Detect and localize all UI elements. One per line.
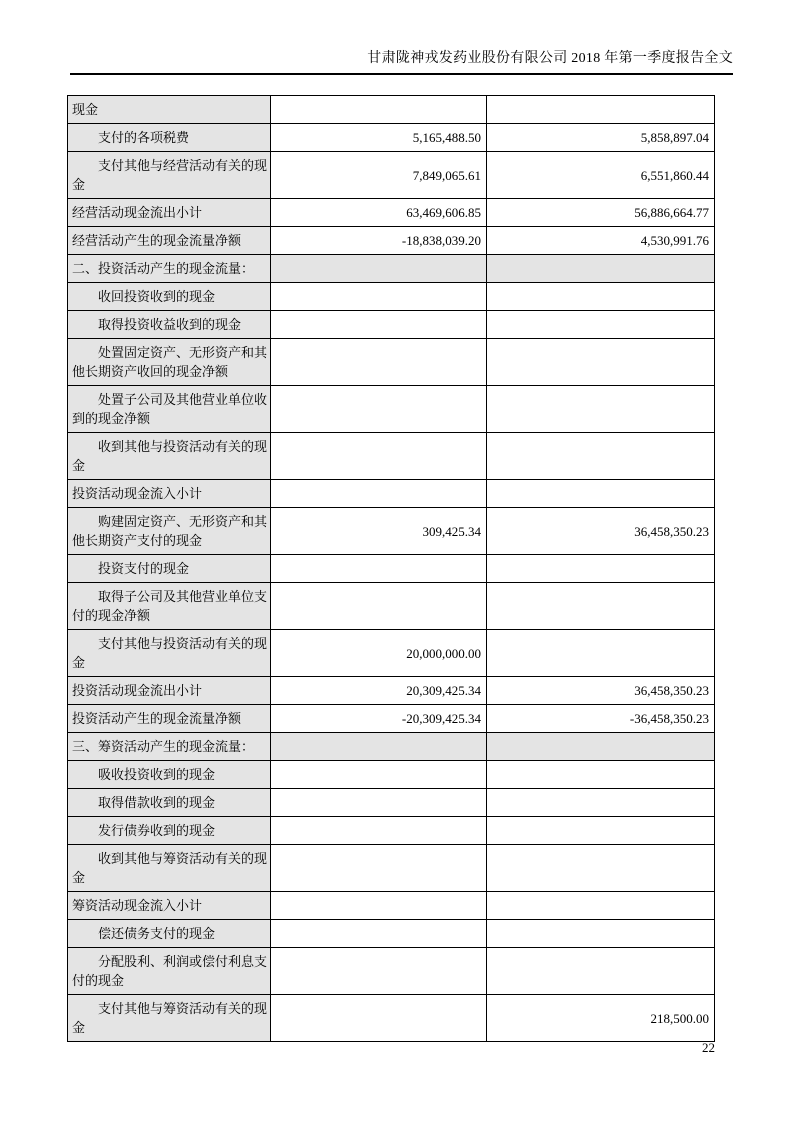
table-row <box>68 845 715 892</box>
row-label: 经营活动现金流出小计 <box>68 199 271 227</box>
row-label: 三、筹资活动产生的现金流量： <box>68 733 271 761</box>
table-row <box>68 386 715 433</box>
table-row <box>68 124 715 152</box>
table-row <box>68 555 715 583</box>
table-row <box>68 339 715 386</box>
current-period-value <box>271 995 487 1042</box>
current-period-value <box>271 433 487 480</box>
table-row <box>68 948 715 995</box>
current-period-value <box>271 845 487 892</box>
row-label: 收到其他与筹资活动有关的现金 <box>68 845 271 892</box>
table-row <box>68 152 715 199</box>
prior-period-value: 56,886,664.77 <box>487 199 715 227</box>
table-row <box>68 892 715 920</box>
prior-period-value <box>487 555 715 583</box>
table-row <box>68 199 715 227</box>
section-header-row <box>68 255 715 283</box>
row-label: 取得投资收益收到的现金 <box>68 311 271 339</box>
row-label: 购建固定资产、无形资产和其他长期资产支付的现金 <box>68 508 271 555</box>
table-row <box>68 508 715 555</box>
current-period-value: -18,838,039.20 <box>271 227 487 255</box>
running-header: 甘肃陇神戎发药业股份有限公司 2018 年第一季度报告全文 <box>70 50 733 75</box>
prior-period-value <box>487 845 715 892</box>
row-label: 投资支付的现金 <box>68 555 271 583</box>
table-row <box>68 817 715 845</box>
row-label: 收到其他与投资活动有关的现金 <box>68 433 271 480</box>
prior-period-value: 36,458,350.23 <box>487 677 715 705</box>
prior-period-value: -36,458,350.23 <box>487 705 715 733</box>
current-period-value <box>271 817 487 845</box>
current-period-value: 63,469,606.85 <box>271 199 487 227</box>
current-period-value: 20,000,000.00 <box>271 630 487 677</box>
current-period-value: 5,165,488.50 <box>271 124 487 152</box>
current-period-value <box>271 339 487 386</box>
section-header-row <box>68 733 715 761</box>
prior-period-value <box>487 311 715 339</box>
row-label: 投资活动产生的现金流量净额 <box>68 705 271 733</box>
table-row <box>68 995 715 1042</box>
row-label: 经营活动产生的现金流量净额 <box>68 227 271 255</box>
table-row <box>68 283 715 311</box>
prior-period-value <box>487 339 715 386</box>
prior-period-value <box>487 583 715 630</box>
current-period-value: 7,849,065.61 <box>271 152 487 199</box>
prior-period-value <box>487 630 715 677</box>
row-label: 吸收投资收到的现金 <box>68 761 271 789</box>
prior-period-value: 5,858,897.04 <box>487 124 715 152</box>
table-row <box>68 761 715 789</box>
row-label: 支付其他与经营活动有关的现金 <box>68 152 271 199</box>
prior-period-value <box>487 283 715 311</box>
current-period-value: -20,309,425.34 <box>271 705 487 733</box>
row-label: 现金 <box>68 96 271 124</box>
prior-period-value <box>487 386 715 433</box>
row-label: 投资活动现金流出小计 <box>68 677 271 705</box>
table-row <box>68 705 715 733</box>
current-period-value <box>271 255 487 283</box>
prior-period-value <box>487 948 715 995</box>
current-period-value <box>271 386 487 433</box>
table-row <box>68 583 715 630</box>
row-label: 处置子公司及其他营业单位收到的现金净额 <box>68 386 271 433</box>
row-label: 筹资活动现金流入小计 <box>68 892 271 920</box>
current-period-value <box>271 892 487 920</box>
row-label: 二、投资活动产生的现金流量： <box>68 255 271 283</box>
cash-flow-table <box>67 95 715 1042</box>
prior-period-value <box>487 255 715 283</box>
prior-period-value <box>487 817 715 845</box>
prior-period-value <box>487 920 715 948</box>
table-row <box>68 433 715 480</box>
current-period-value <box>271 96 487 124</box>
prior-period-value: 36,458,350.23 <box>487 508 715 555</box>
current-period-value <box>271 283 487 311</box>
current-period-value <box>271 583 487 630</box>
row-label: 收回投资收到的现金 <box>68 283 271 311</box>
prior-period-value: 4,530,991.76 <box>487 227 715 255</box>
prior-period-value <box>487 96 715 124</box>
row-label: 支付其他与筹资活动有关的现金 <box>68 995 271 1042</box>
table-row <box>68 480 715 508</box>
table-row <box>68 789 715 817</box>
row-label: 发行债券收到的现金 <box>68 817 271 845</box>
page-number: 22 <box>702 1040 715 1055</box>
current-period-value <box>271 480 487 508</box>
row-label: 投资活动现金流入小计 <box>68 480 271 508</box>
table-row <box>68 677 715 705</box>
row-label: 取得子公司及其他营业单位支付的现金净额 <box>68 583 271 630</box>
current-period-value <box>271 555 487 583</box>
table-row <box>68 630 715 677</box>
row-label: 分配股利、利润或偿付利息支付的现金 <box>68 948 271 995</box>
current-period-value <box>271 789 487 817</box>
table-row <box>68 311 715 339</box>
prior-period-value <box>487 733 715 761</box>
current-period-value <box>271 920 487 948</box>
current-period-value <box>271 948 487 995</box>
current-period-value: 20,309,425.34 <box>271 677 487 705</box>
current-period-value <box>271 761 487 789</box>
row-label: 取得借款收到的现金 <box>68 789 271 817</box>
table-row <box>68 920 715 948</box>
prior-period-value: 218,500.00 <box>487 995 715 1042</box>
table-row <box>68 96 715 124</box>
prior-period-value <box>487 892 715 920</box>
row-label: 处置固定资产、无形资产和其他长期资产收回的现金净额 <box>68 339 271 386</box>
prior-period-value <box>487 480 715 508</box>
prior-period-value <box>487 789 715 817</box>
current-period-value <box>271 311 487 339</box>
table-row <box>68 227 715 255</box>
prior-period-value <box>487 761 715 789</box>
current-period-value: 309,425.34 <box>271 508 487 555</box>
row-label: 支付的各项税费 <box>68 124 271 152</box>
row-label: 支付其他与投资活动有关的现金 <box>68 630 271 677</box>
prior-period-value <box>487 433 715 480</box>
row-label: 偿还债务支付的现金 <box>68 920 271 948</box>
prior-period-value: 6,551,860.44 <box>487 152 715 199</box>
current-period-value <box>271 733 487 761</box>
